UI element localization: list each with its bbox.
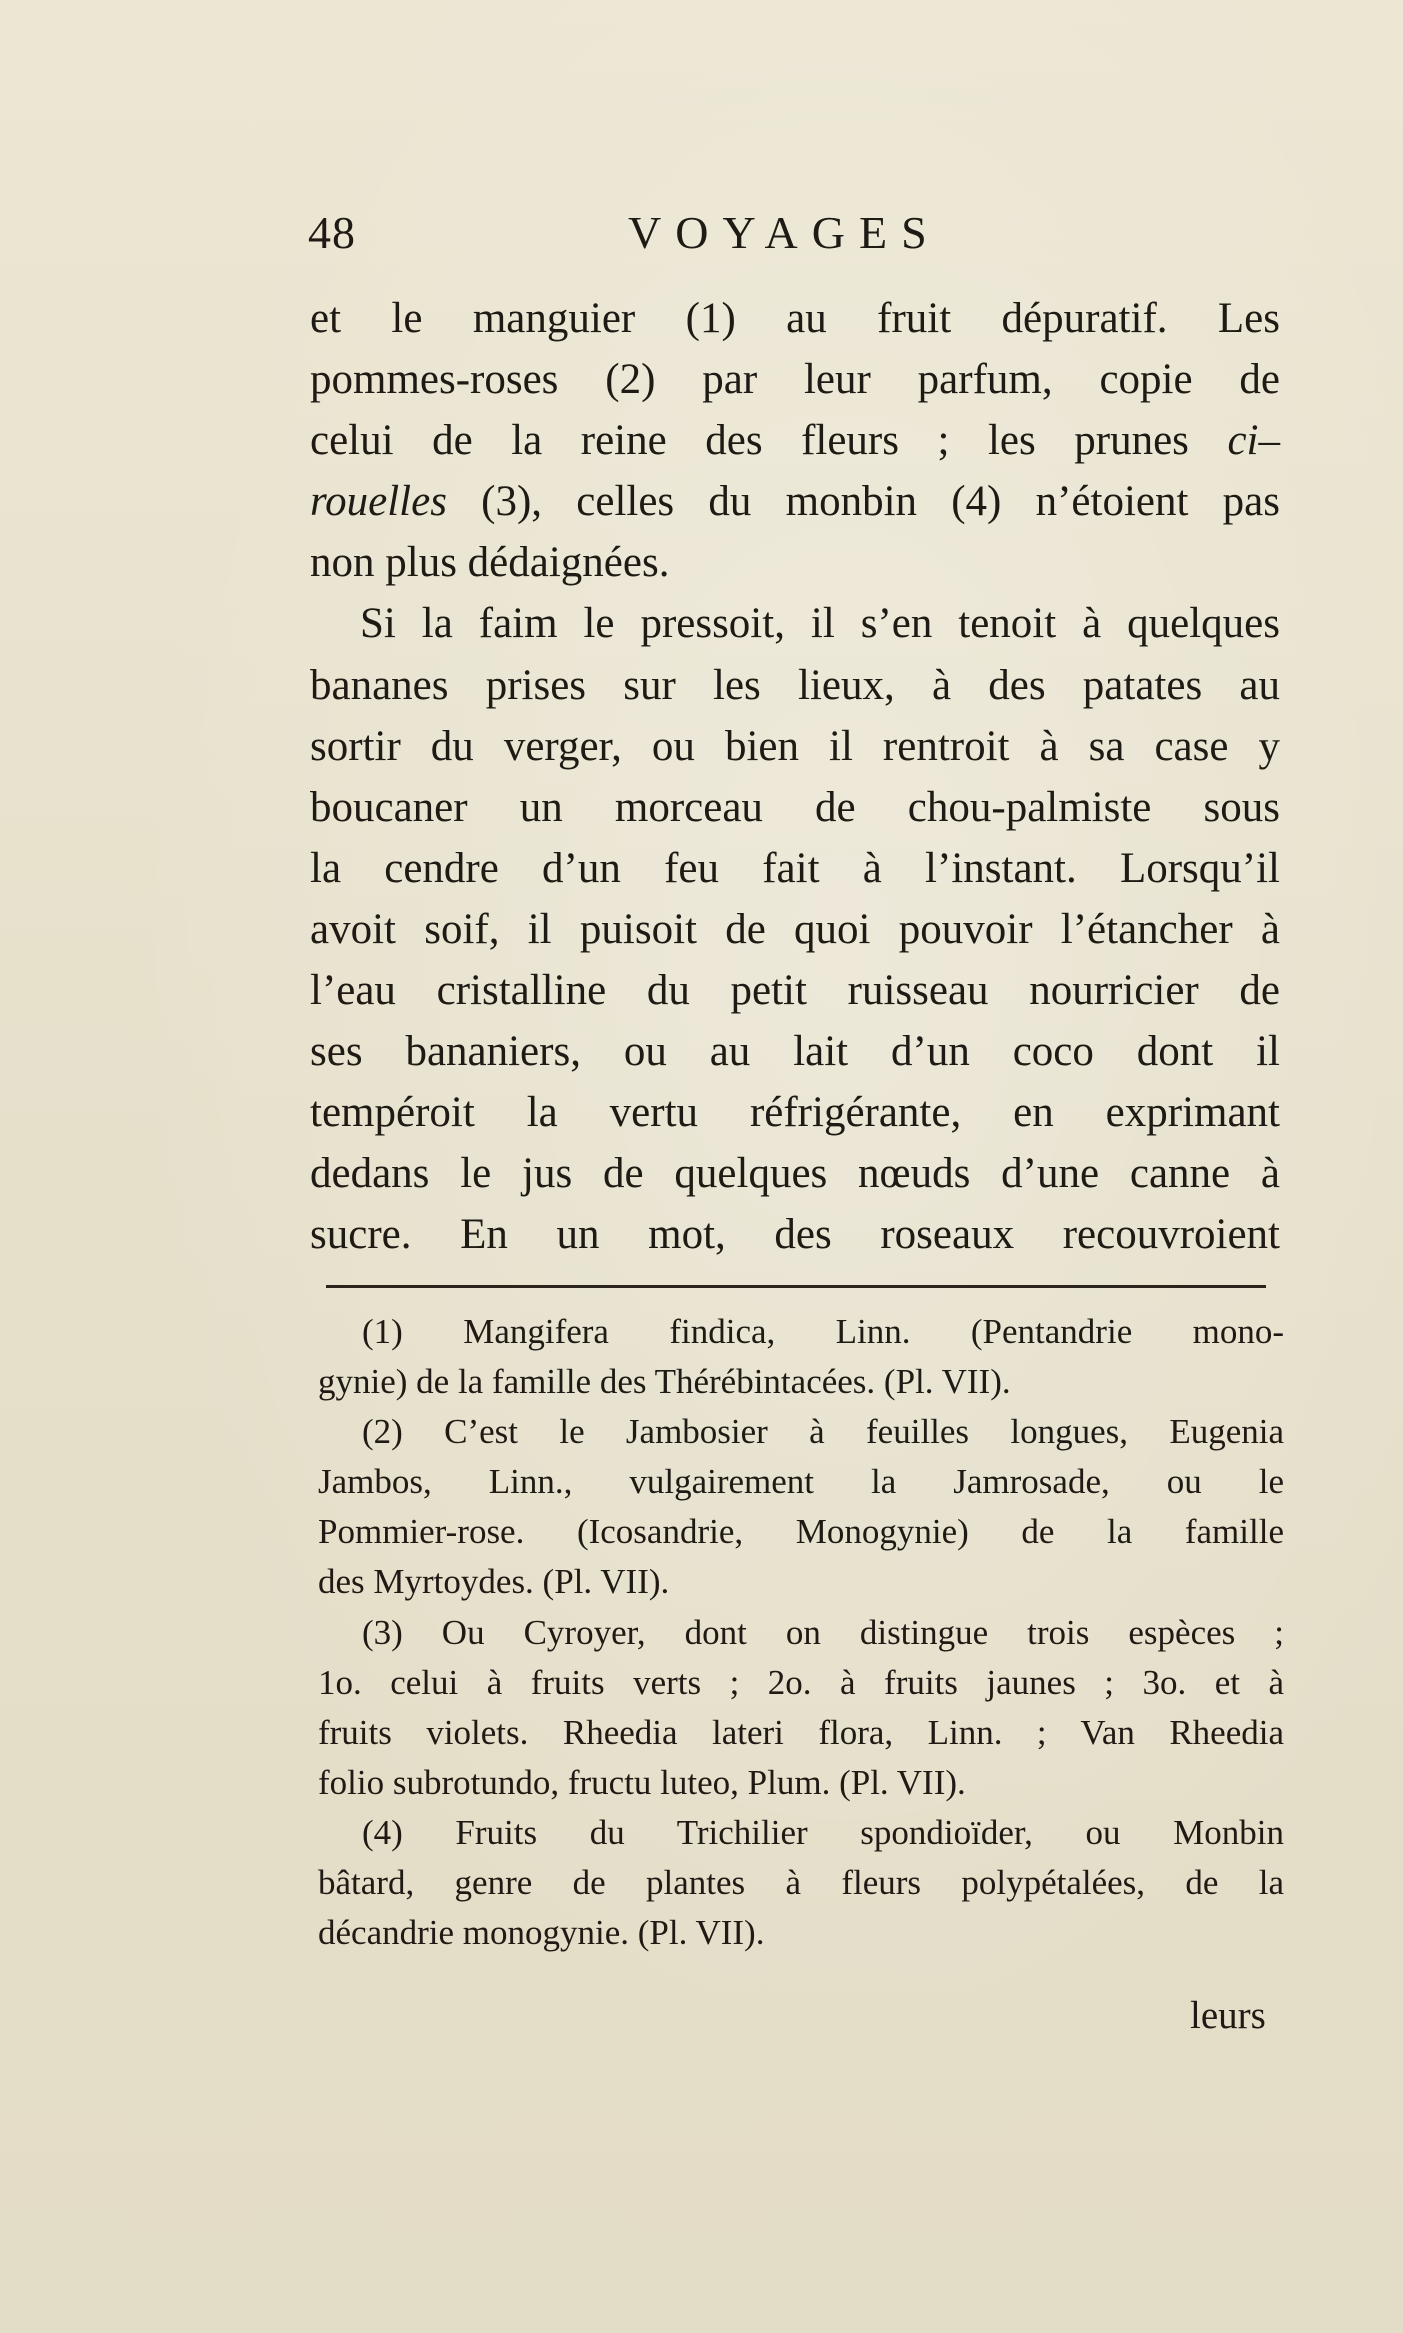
footnote-line: décandrie monogynie. (Pl. VII). [318,1913,765,1953]
footnote-line: 1o. celui à fruits verts ; 2o. à fruits jaunes ; 3o. et à [318,1662,1284,1702]
italic-term: ci– [1227,417,1280,465]
body-line: sucre. En un mot, des roseaux recouvroient [310,1211,1280,1259]
footnote-line: (2) C’est le Jambosier à feuilles longues, Eugenia [362,1412,1284,1452]
footnote-line: Pommier-rose. (Icosandrie, Monogynie) de la famille [318,1512,1284,1552]
footnote-line: bâtard, genre de plantes à fleurs polypétalées, de la [318,1863,1284,1903]
footnote-line: folio subrotundo, fructu luteo, Plum. (Pl. VII). [318,1762,966,1802]
footnote-line: gynie) de la famille des Thérébintacées. (Pl. VII). [318,1362,1011,1402]
body-line: sortir du verger, ou bien il rentroit à sa case y [310,722,1280,770]
body-line: Si la faim le pressoit, il s’en tenoit à quelques [360,600,1280,648]
body-line: pommes-roses (2) par leur parfum, copie de [310,356,1280,404]
body-line: tempéroit la vertu réfrigérante, en exprimant [310,1089,1280,1137]
footnote-line: fruits violets. Rheedia lateri flora, Linn. ; Van Rheedia [318,1712,1284,1752]
body-line: bananes prises sur les lieux, à des patates au [310,661,1280,709]
body-line [310,471,1280,532]
body-line-text: rouelles (3), celles du monbin (4) n’étoient pas [310,478,1280,526]
page-number: 48 [308,207,356,258]
footnote-line: (4) Fruits du Trichilier spondioïder, ou Monbin [362,1812,1284,1852]
body-line: la cendre d’un feu fait à l’instant. Lorsqu’il [310,844,1280,892]
body-line: avoit soif, il puisoit de quoi pouvoir l’étancher à [310,905,1280,953]
footnote-line: (1) Mangifera findica, Linn. (Pentandrie mono- [362,1312,1284,1351]
footnote-divider [326,1285,1266,1288]
footnote-line: Jambos, Linn., vulgairement la Jamrosade, ou le [318,1462,1284,1502]
body-line: non plus dédaignées. [310,539,670,587]
footnote-line: des Myrtoydes. (Pl. VII). [318,1562,670,1602]
body-line: ses bananiers, ou au lait d’un coco dont il [310,1028,1280,1076]
body-text [310,288,1280,1266]
page-header [308,206,1282,276]
body-line: dedans le jus de quelques nœuds d’une canne à [310,1150,1280,1198]
body-line: et le manguier (1) au fruit dépuratif. Les [310,295,1280,342]
footnote-line: (3) Ou Cyroyer, dont on distingue trois espèces ; [362,1612,1284,1652]
running-title: VOYAGES [628,207,941,258]
body-line [310,410,1280,471]
body-line: boucaner un morceau de chou-palmiste sous [310,783,1280,831]
footnotes [318,1307,1284,1958]
italic-term: rouelles [310,478,447,526]
catchword: leurs [1190,1994,1266,2037]
body-line: l’eau cristalline du petit ruisseau nourricier de [310,967,1280,1015]
body-line-text: celui de la reine des fleurs ; les prunes ci– [310,417,1280,465]
